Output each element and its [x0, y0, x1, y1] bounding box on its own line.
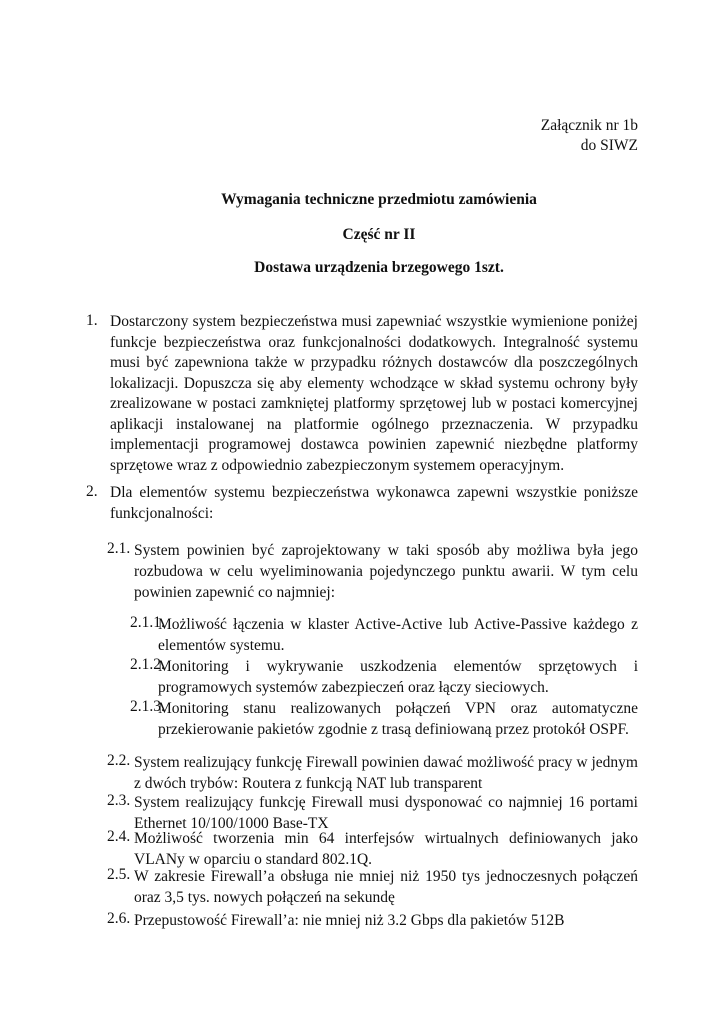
list-item-1	[86, 312, 638, 476]
item-text: System realizujący funkcję Firewall powinien dawać możliwość pracy w jednym z dwóch trybów: Routera z funkcją NAT lub transparent	[134, 754, 638, 792]
list-item-2-6	[107, 910, 638, 931]
item-text: Monitoring stanu realizowanych połączeń VPN oraz automatyczne przekierowanie pakietów zgodnie z trasą definiowaną przez protokół OSPF.	[158, 700, 638, 738]
item-text: Dla elementów systemu bezpieczeństwa wykonawca zapewni wszystkie poniższe funkcjonalności:	[110, 484, 638, 522]
annex-number: Załącznik nr 1b	[540, 117, 638, 134]
item-number: 2.6.	[107, 910, 131, 927]
item-text: System realizujący funkcję Firewall musi dysponować co najmniej 16 portami Ethernet 10/100/1000 Base-TX	[134, 794, 638, 832]
list-item-2-4	[107, 828, 638, 870]
subject-title: Dostawa urządzenia brzegowego 1szt.	[254, 259, 504, 276]
item-number: 2.1.3.	[130, 698, 165, 715]
item-number: 2.1.2.	[130, 656, 165, 673]
item-text: Możliwość tworzenia min 64 interfejsów wirtualnych definiowanych jako VLANy w oparciu o standard 802.1Q.	[134, 830, 638, 868]
item-text: W zakresie Firewall’a obsługa nie mniej niż 1950 tys jednoczesnych połączeń oraz 3,5 tys. nowych połączeń na sekundę	[134, 868, 638, 906]
list-item-2-1	[107, 540, 638, 603]
item-text: System powinien być zaprojektowany w taki sposób aby możliwa była jego rozbudowa w celu wyeliminowania pojedynczego punktu awarii. W tym celu powinien zapewnić co najmniej:	[134, 542, 638, 601]
list-item-2	[86, 483, 638, 524]
list-item-2-2	[107, 752, 638, 794]
list-item-2-1-2	[130, 656, 638, 698]
item-text: Dostarczony system bezpieczeństwa musi zapewniać wszystkie wymienione poniżej funkcje bezpieczeństwa oraz funkcjonalności dodatkowych. Integralność systemu musi być zapewniona także w przypadku różnych dostawców dla poszczególnych lokalizacji. Dopuszcza się aby elementy wchodzące w skład systemu ochrony były zrealizowane w postaci zamkniętej platformy sprzętowej lub w postaci komercyjnej aplikacji instalowanej na platformie ogólnego przeznaczenia. W przypadku implementacji programowej dostawca powinien zapewnić niezbędne platformy sprzętowe wraz z odpowiednio zabezpieczonym systemem operacyjnym.	[110, 313, 638, 474]
annex-reference: do SIWZ	[580, 137, 638, 154]
item-number: 2.	[86, 483, 98, 500]
item-text: Możliwość łączenia w klaster Active-Active lub Active-Passive każdego z elementów systemu.	[158, 616, 638, 654]
list-item-2-1-1	[130, 614, 638, 656]
part-title: Część nr II	[342, 226, 416, 243]
item-number: 2.3.	[107, 792, 131, 809]
list-item-2-1-3	[130, 698, 638, 740]
item-number: 1.	[86, 312, 98, 329]
item-number: 2.1.	[107, 540, 131, 557]
item-number: 2.5.	[107, 866, 131, 883]
list-item-2-5	[107, 866, 638, 908]
item-text: Monitoring i wykrywanie uszkodzenia elementów sprzętowych i programowych systemów zabezpieczeń oraz łączy sieciowych.	[158, 658, 638, 696]
item-number: 2.1.1.	[130, 614, 165, 631]
document-title: Wymagania techniczne przedmiotu zamówienia	[221, 191, 537, 208]
item-text: Przepustowość Firewall’a: nie mniej niż 3.2 Gbps dla pakietów 512B	[134, 912, 565, 929]
item-number: 2.4.	[107, 828, 131, 845]
annex-label	[541, 116, 638, 156]
item-number: 2.2.	[107, 752, 131, 769]
